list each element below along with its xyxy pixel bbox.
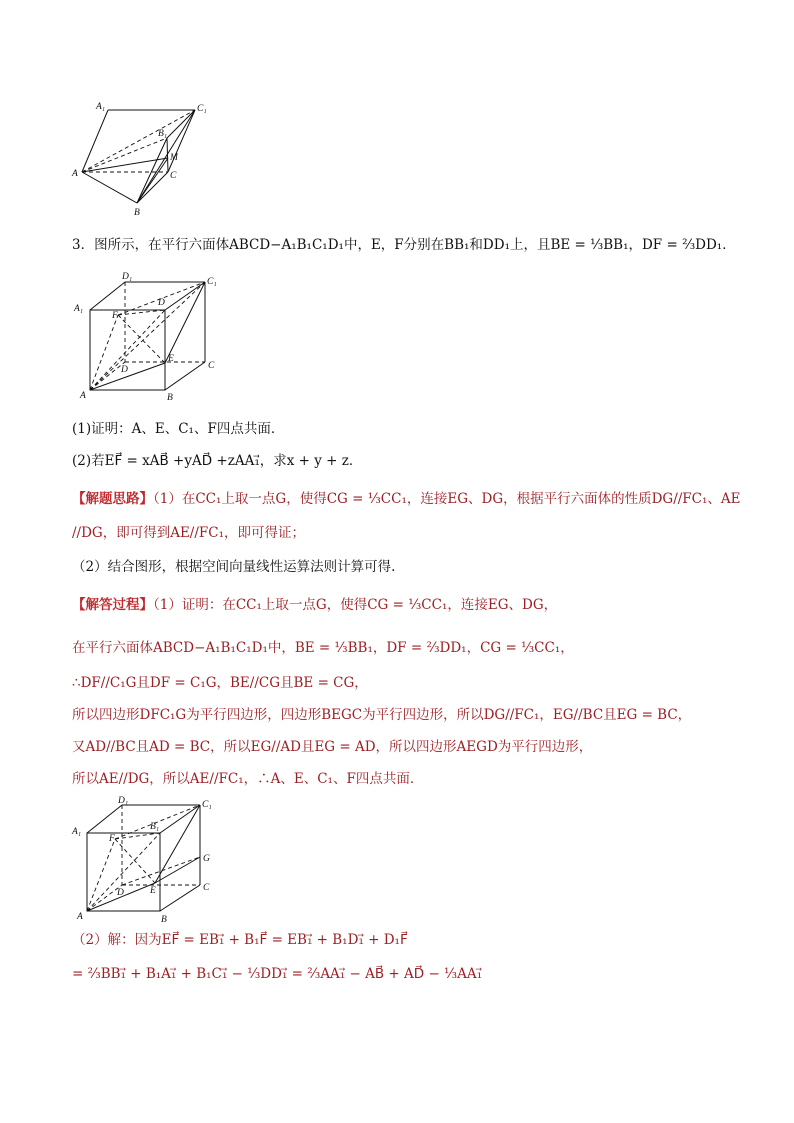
thinking-line-1 bbox=[72, 490, 741, 508]
label-A: A bbox=[77, 912, 83, 922]
label-M: M bbox=[170, 153, 178, 163]
solution-line-8: = ⅔BB₁⃗ + B₁A₁⃗ + B₁C₁⃗ − ⅓DD₁⃗ = ⅔AA₁⃗ − AB⃗ + AD⃗ − ⅓AA₁⃗ bbox=[72, 966, 483, 982]
solution-text-1: （1）证明：在CC₁上取一点G，使得CG = ⅓CC₁，连接EG、DG， bbox=[153, 597, 558, 613]
label-A1: A₁ bbox=[96, 102, 106, 112]
solution-line-1 bbox=[72, 596, 557, 614]
solution-line-7: （2）解：因为EF⃗ = EB₁⃗ + B₁F⃗ = EB₁⃗ + B₁D₁⃗ + D₁F⃗ bbox=[72, 932, 408, 948]
problem-statement: 3．图所示，在平行六面体ABCD−A₁B₁C₁D₁中，E，F分别在BB₁和DD₁上，且BE = ⅓BB₁，DF = ⅔DD₁． bbox=[72, 237, 736, 253]
parallelepiped-g-figure bbox=[70, 795, 230, 925]
solution-line-4: 所以四边形DFC₁G为平行四边形，四边形BEGC为平行四边形，所以DG//FC₁，EG//BC且EG = BC， bbox=[72, 707, 692, 723]
label-B1: B₁ bbox=[150, 822, 160, 832]
label-C1: C₁ bbox=[207, 277, 217, 287]
solution-line-2: 在平行六面体ABCD−A₁B₁C₁D₁中，BE = ⅓BB₁，DF = ⅔DD₁，CG = ⅓CC₁， bbox=[72, 640, 574, 656]
label-F: F bbox=[109, 834, 115, 844]
label-B: B bbox=[161, 915, 167, 925]
thinking-line-2: //DG，即可得到AE//FC₁，即可得证； bbox=[72, 525, 306, 541]
label-C: C bbox=[203, 883, 210, 893]
prism-figure bbox=[70, 100, 220, 220]
label-D: D bbox=[117, 888, 124, 898]
label-D1: D₁ bbox=[122, 272, 133, 282]
solution-line-3: ∴DF//C₁G且DF = C₁G，BE//CG且BE = CG， bbox=[72, 675, 368, 691]
label-A1: A₁ bbox=[72, 827, 82, 837]
solution-tag: 【解答过程】 bbox=[72, 597, 153, 613]
label-A: A bbox=[80, 391, 86, 401]
label-B1: B₁ bbox=[158, 129, 168, 139]
label-G: G bbox=[203, 854, 210, 864]
label-F: F bbox=[112, 311, 118, 321]
label-C: C bbox=[170, 171, 177, 181]
thinking-tag: 【解题思路】 bbox=[72, 491, 153, 507]
question-2: (2)若EF⃗ = xAB⃗ +yAD⃗ +zAA₁⃗，求x + y + z． bbox=[72, 453, 363, 469]
question-1: (1)证明：A、E、C₁、F四点共面． bbox=[72, 421, 285, 437]
parallelepiped-figure bbox=[70, 270, 230, 405]
label-B: B bbox=[134, 208, 140, 218]
label-D-top: D bbox=[158, 298, 165, 308]
solution-line-5: 又AD//BC且AD = BC，所以EG//AD且EG = AD，所以四边形AEGD为平行四边形， bbox=[72, 739, 593, 755]
label-D1: D₁ bbox=[118, 796, 129, 806]
label-E: E bbox=[150, 886, 156, 896]
label-D: D bbox=[121, 365, 128, 375]
label-A1: A₁ bbox=[74, 304, 84, 314]
label-E: E bbox=[168, 354, 174, 364]
label-C1: C₁ bbox=[197, 104, 207, 114]
label-C1: C₁ bbox=[202, 800, 212, 810]
thinking-text-1: （1）在CC₁上取一点G，使得CG = ⅓CC₁，连接EG、DG，根据平行六面体的性质DG//FC₁、AE bbox=[153, 491, 741, 507]
solution-line-6: 所以AE//DG，所以AE//FC₁，∴A、E、C₁、F四点共面． bbox=[72, 771, 424, 787]
label-C: C bbox=[208, 361, 215, 371]
thinking-line-3: （2）结合图形，根据空间向量线性运算法则计算可得. bbox=[72, 559, 396, 575]
label-B: B bbox=[167, 393, 173, 403]
label-A: A bbox=[72, 169, 78, 179]
